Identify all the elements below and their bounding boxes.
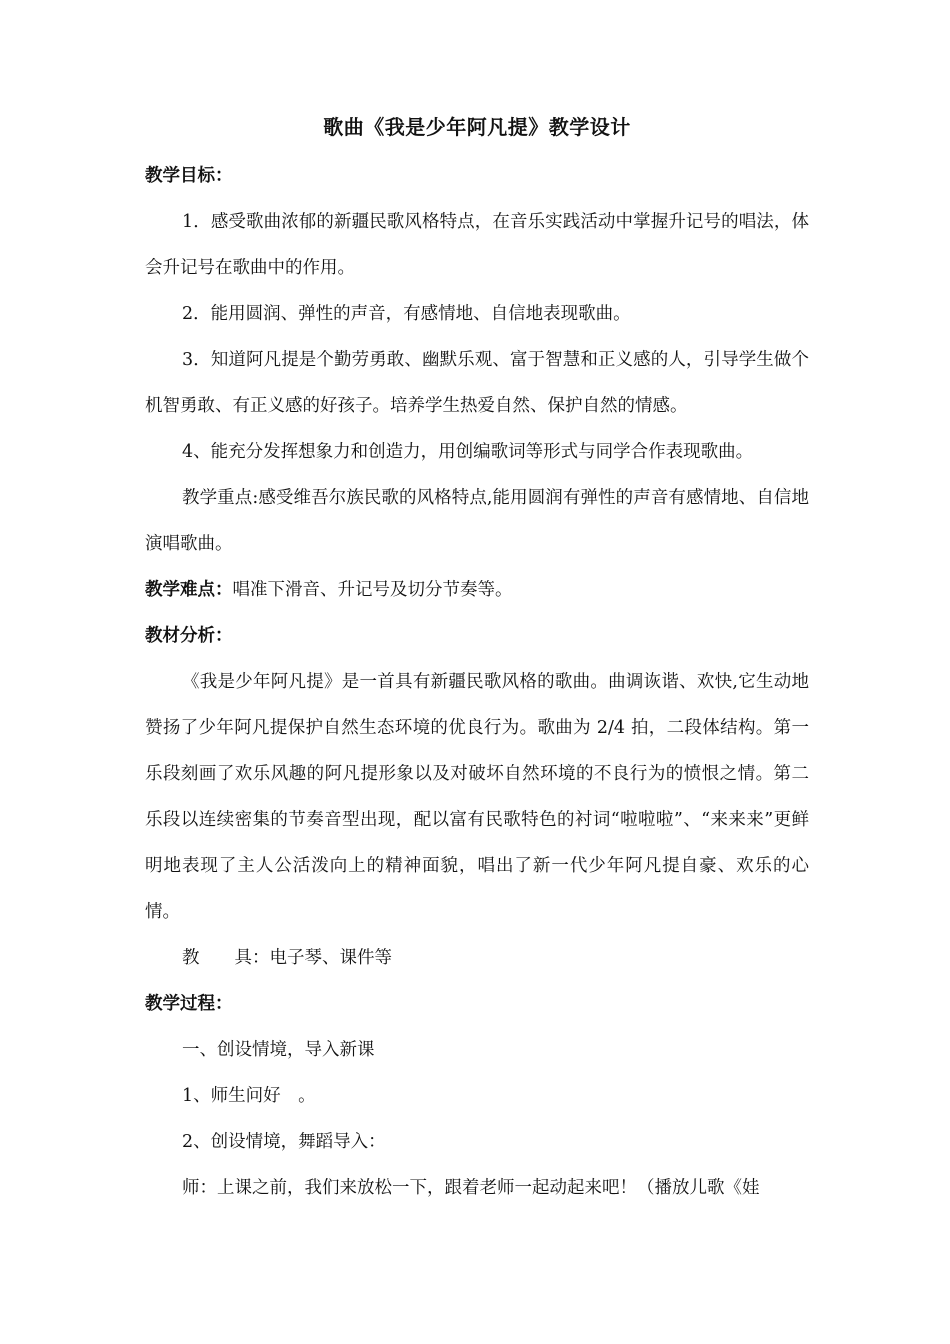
analysis-text: 《我是少年阿凡提》是一首具有新疆民歌风格的歌曲。曲调诙谐、欢快,它生动地赞扬了少年阿凡提保护自然生态环境的优良行为。歌曲为 2/4 拍，二段体结构。第一乐段刻画了欢乐风趣的阿凡提形象以及对破坏自然环境的不良行为的愤恨之情。第二乐段以连续密集的节奏音型出现，配以富有民歌特色的衬词“啦啦啦”、“来来来”更鲜明地表现了主人公活泼向上的精神面貌，唱出了新一代少年阿凡提自豪、欢乐的心情。 (145, 672, 809, 922)
difficulty-text: 唱准下滑音、升记号及切分节奏等。 (232, 580, 513, 600)
goal-4: 4、能充分发挥想象力和创造力，用创编歌词等形式与同学合作表现歌曲。 (182, 442, 754, 462)
goal-1: 1．感受歌曲浓郁的新疆民歌风格特点，在音乐实践活动中掌握升记号的唱法，体会升记号在歌曲中的作用。 (145, 212, 809, 278)
step-1: 一、创设情境，导入新课 (182, 1040, 375, 1060)
key-point: 教学重点:感受维吾尔族民歌的风格特点,能用圆润有弹性的声音有感情地、自信地演唱歌曲。 (145, 488, 809, 554)
process-heading: 教学过程： (145, 994, 233, 1014)
document-title: 歌曲《我是少年阿凡提》教学设计 (323, 115, 631, 139)
step-1-2: 2、创设情境，舞蹈导入： (182, 1132, 386, 1152)
goal-2: 2．能用圆润、弹性的声音，有感情地、自信地表现歌曲。 (182, 304, 631, 324)
document-body (145, 107, 809, 1211)
teaching-tools: 教 具：电子琴、课件等 (182, 948, 392, 968)
difficulty-paragraph (145, 567, 809, 613)
analysis-heading: 教材分析： (145, 626, 233, 646)
teacher-line: 师：上课之前，我们来放松一下，跟着老师一起动起来吧！（播放儿歌《娃 (182, 1178, 760, 1198)
goals-heading: 教学目标： (145, 166, 233, 186)
goal-3: 3．知道阿凡提是个勤劳勇敢、幽默乐观、富于智慧和正义感的人，引导学生做个机智勇敢、有正义感的好孩子。培养学生热爱自然、保护自然的情感。 (145, 350, 809, 416)
difficulty-label: 教学难点： (145, 580, 233, 600)
step-1-1: 1、师生问好 。 (182, 1086, 316, 1106)
